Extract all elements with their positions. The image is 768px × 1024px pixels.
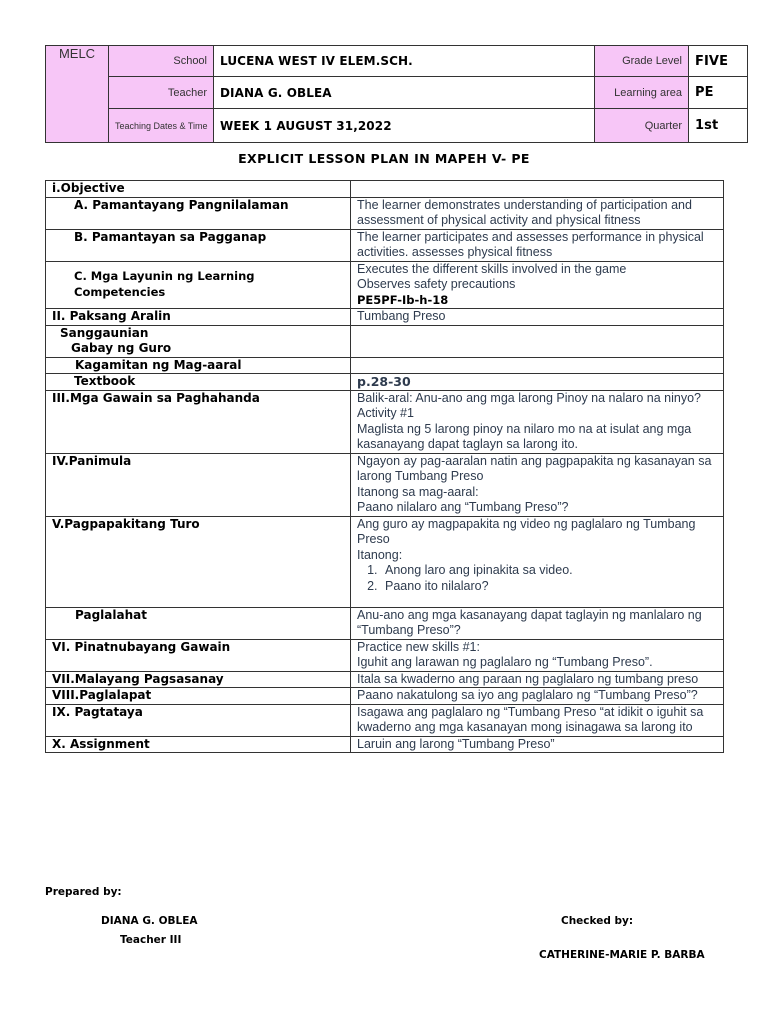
quarter-value: 1st [689,109,748,143]
assignment-label: X. Assignment [46,736,351,753]
school-label: School [109,46,214,77]
pamantayang-pangnilalaman-text: The learner demonstrates understanding of participation and assessment of physical activity and physical fitness [351,197,724,229]
melc-cell [46,46,109,143]
teacher-value: DIANA G. OBLEA [214,77,595,109]
lesson-plan-table [45,180,724,753]
paglalapat-text: Paano nakatulong sa iyo ang paglalaro ng “Tumbang Preso”? [351,688,724,705]
page-title: EXPLICIT LESSON PLAN IN MAPEH V- PE [238,151,530,166]
turo-line-1: Ang guro ay magpapakita ng video ng paglalaro ng Tumbang Preso [357,516,696,546]
row-paglalahat [46,607,724,639]
paksang-aralin-label: II. Paksang Aralin [46,309,351,326]
panimula-line-3: Paano nilalaro ang “Tumbang Preso”? [357,500,569,514]
objective-label: i.Objective [46,181,351,198]
melc-label: MELC [58,46,96,61]
competency-line-1: Executes the different skills involved in the game [357,261,627,276]
gawain-line-3: Maglista ng 5 larong pinoy na nilaro mo na at isulat ang mga kasanayang dapat taglayn sa larong ito. [357,421,692,451]
panimula-line-2: Itanong sa mag-aaral: [357,484,479,499]
pagtataya-label: IX. Pagtataya [46,704,351,736]
sanggunian-label: Sanggaunian [60,325,149,340]
row-gawain [46,390,724,453]
row-pagpapakitang-turo [46,516,724,607]
teacher-label: Teacher [109,77,214,109]
row-sanggunian [46,325,724,357]
row-paksang-aralin [46,309,724,326]
kagamitan-value [351,357,724,374]
checked-by-label: Checked by: [561,915,634,927]
learning-competencies-label: C. Mga Layunin ng Learning Competencies [74,269,255,299]
textbook-label: Textbook [74,374,136,388]
learning-area-label: Learning area [595,77,689,109]
paksang-aralin-text: Tumbang Preso [351,309,724,326]
teaching-dates-label: Teaching Dates & Time [109,109,214,143]
turo-question-list [357,563,717,594]
row-malayang-pagsasanay [46,671,724,688]
panimula-line-1: Ngayon ay pag-aaralan natin ang pagpapakita ng kasanayan sa larong Tumbang Preso [357,453,712,483]
gawain-line-1: Balik-aral: Anu-ano ang mga larong Pinoy na nalaro na ninyo? [357,390,701,405]
pagtataya-text: Isagawa ang paglalaro ng “Tumbang Preso “at idikit o iguhit sa kwaderno ang mga kasanayan mong isinagawa sa larong ito [351,704,724,736]
panimula-label: IV.Panimula [46,453,351,516]
competency-line-2: Observes safety precautions [357,277,516,291]
prepared-by-label: Prepared by: [45,886,122,898]
row-pinatnubayang-gawain [46,639,724,671]
grade-level-value: FIVE [689,46,748,77]
competency-code: PE5PF-Ib-h-18 [357,292,449,307]
turo-question-1: 1. Anong laro ang ipinakita sa video. [381,563,717,579]
checker-name: CATHERINE-MARIE P. BARBA [539,949,705,961]
pamantayan-sa-pagganap-label: B. Pamantayan sa Pagganap [74,229,267,244]
pagpapakitang-turo-label: V.Pagpapakitang Turo [46,516,351,607]
paglalapat-label: VIII.Paglalapat [46,688,351,705]
school-value: LUCENA WEST IV ELEM.SCH. [214,46,595,77]
preparer-name: DIANA G. OBLEA [101,915,198,927]
row-kagamitan [46,357,724,374]
row-pamantayan-sa-pagganap [46,229,724,261]
pamantayan-sa-pagganap-text: The learner participates and assesses performance in physical activities. assesses physical fitness [351,229,724,261]
row-objective [46,181,724,198]
textbook-value: p.28-30 [351,374,724,391]
sanggunian-value [351,325,724,357]
pamantayang-pangnilalaman-label: A. Pamantayang Pangnilalaman [74,197,289,212]
paglalahat-text: Anu-ano ang mga kasanayang dapat taglayin ng manlalaro ng “Tumbang Preso”? [351,607,724,639]
malayang-pagsasanay-label: VII.Malayang Pagsasanay [46,671,351,688]
row-pagtataya [46,704,724,736]
pinatnubayang-gawain-label: VI. Pinatnubayang Gawain [46,639,351,671]
row-pamantayang-pangnilalaman [46,197,724,229]
learning-area-value: PE [689,77,748,109]
quarter-label: Quarter [595,109,689,143]
header-table [45,45,748,143]
gawain-line-2: Activity #1 [357,406,414,420]
row-assignment [46,736,724,753]
kagamitan-label: Kagamitan ng Mag-aaral [75,357,242,372]
row-textbook [46,374,724,391]
preparer-title: Teacher III [120,934,182,946]
pinatnubayang-line-2: Iguhit ang larawan ng paglalaro ng “Tumbang Preso”. [357,655,653,669]
pinatnubayang-line-1: Practice new skills #1: [357,639,480,654]
malayang-pagsasanay-text: Itala sa kwaderno ang paraan ng paglalaro ng tumbang preso [351,671,724,688]
grade-level-label: Grade Level [595,46,689,77]
row-learning-competencies [46,261,724,309]
turo-question-2: 2. Paano ito nilalaro? [381,579,717,595]
teaching-dates-value: WEEK 1 AUGUST 31,2022 [214,109,595,143]
row-panimula [46,453,724,516]
assignment-text: Laruin ang larong “Tumbang Preso” [351,736,724,753]
gabay-label: Gabay ng Guro [71,341,172,355]
objective-value [351,181,724,198]
turo-line-2: Itanong: [357,547,403,562]
paglalahat-label: Paglalahat [75,607,147,622]
row-paglalapat [46,688,724,705]
gawain-label: III.Mga Gawain sa Paghahanda [46,390,351,453]
